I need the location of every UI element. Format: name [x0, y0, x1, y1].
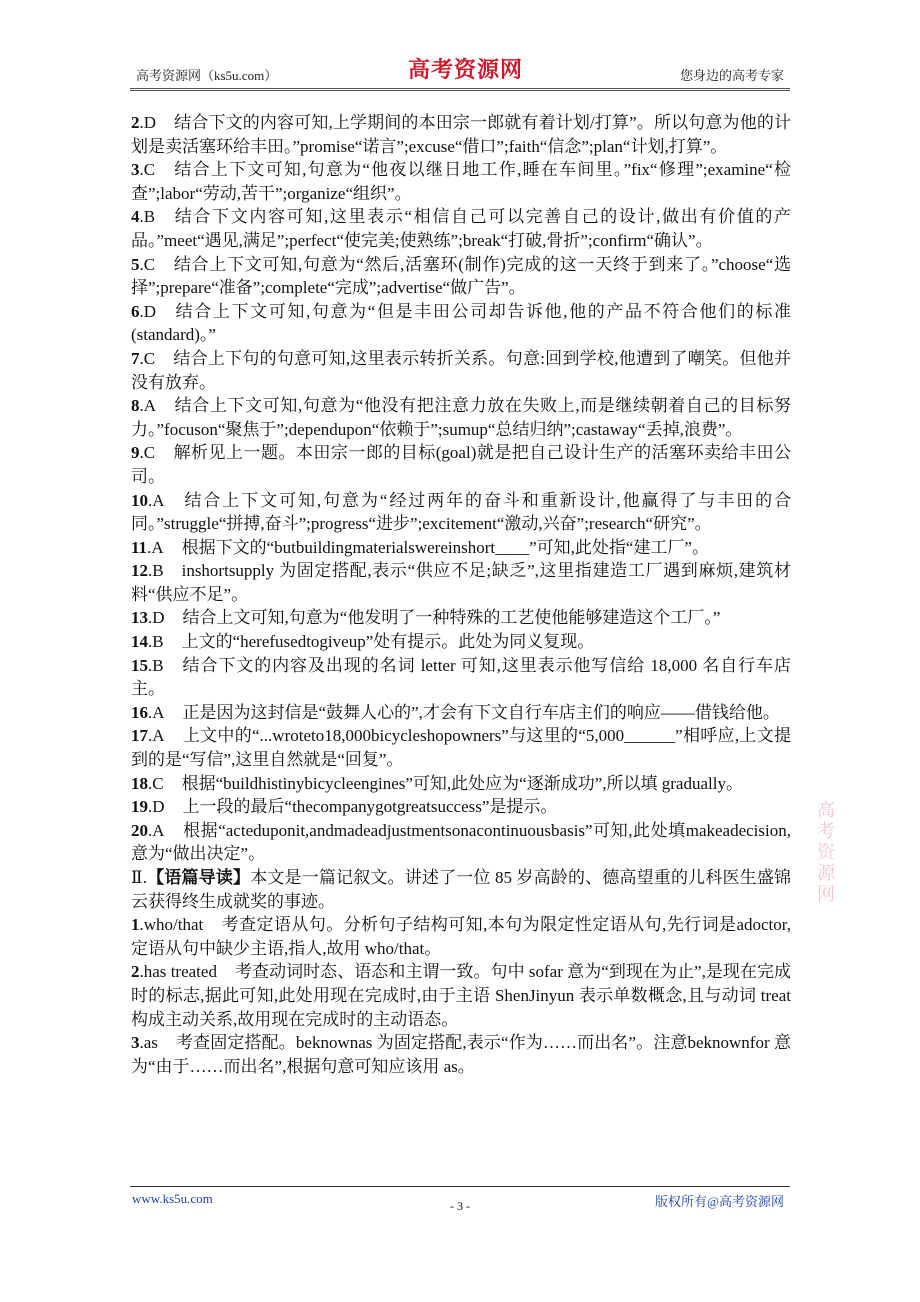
- item-number: 8: [131, 396, 140, 416]
- item-answer: .D: [148, 608, 165, 628]
- item-explanation: 上文中的“...wroteto18,000bicycleshopowners”与这里的“5,000______”相呼应,上文提到的是“写信”,这里自然就是“回复”。: [131, 726, 791, 770]
- item-answer: .A: [139, 396, 157, 416]
- item-answer: .A: [148, 702, 165, 722]
- item-number: 19: [131, 797, 148, 817]
- item-explanation: 根据下文的“butbuildingmaterialswereinshort____”可知,此处指“建工厂”。: [181, 537, 709, 557]
- item-number: 2: [131, 113, 140, 132]
- answer-item: [131, 795, 791, 819]
- item-number: 3: [131, 160, 140, 180]
- item-answer: .C: [139, 443, 156, 463]
- item-answer: .D: [139, 301, 157, 321]
- item-answer: .A: [147, 537, 164, 557]
- item-number: 16: [131, 702, 148, 722]
- item-explanation: 结合下文的内容及出现的名词 letter 可知,这里表示他写信给 18,000 名自行车店主。: [131, 655, 791, 699]
- item-explanation: 结合上下文可知,句意为“然后,活塞环(制作)完成的这一天终于到来了。”choose“选择”;prepare“准备”;complete“完成”;advertise“做广告”。: [131, 254, 791, 298]
- answer-explanations: [131, 111, 791, 1078]
- answer-item: [131, 489, 791, 536]
- item-explanation: 结合上下句的句意可知,这里表示转折关系。句意:回到学校,他遭到了嘲笑。但他并没有放弃。: [131, 348, 791, 392]
- item-number: 5: [131, 254, 140, 274]
- item-answer: .as: [139, 1033, 158, 1053]
- answer-item: [131, 536, 791, 560]
- section-text: 本文是一篇记叙文。讲述了一位 85 岁高龄的、德高望重的儿科医生盛锦云获得终生成就奖的事迹。: [131, 868, 792, 911]
- item-number: 17: [131, 726, 148, 746]
- answer-item: [131, 654, 791, 701]
- item-explanation: 正是因为这封信是“鼓舞人心的”,才会有下文自行车店主们的响应——借钱给他。: [182, 702, 780, 722]
- item-explanation: 结合上下文可知,句意为“经过两年的奋斗和重新设计,他赢得了与丰田的合同。”struggle“拼搏,奋斗”;progress“进步”;excitement“激动,兴奋”;research“研究”。: [131, 490, 791, 534]
- item-number: 14: [131, 632, 148, 652]
- answer-item: [131, 772, 791, 796]
- item-explanation: 上一段的最后“thecompanygotgreatsuccess”是提示。: [182, 797, 558, 817]
- item-answer: .B: [148, 632, 164, 652]
- answer-item: [131, 606, 791, 630]
- item-number: 6: [131, 301, 140, 321]
- section-number: Ⅱ.: [131, 868, 147, 887]
- answer-item: [131, 724, 791, 771]
- header-site-name: 高考资源网（ks5u.com）: [136, 68, 278, 83]
- item-answer: .D: [148, 797, 165, 817]
- item-answer: .D: [139, 113, 157, 132]
- item-number: 20: [131, 820, 148, 840]
- answer-item: [131, 819, 791, 866]
- item-explanation: 上文的“herefusedtogiveup”处有提示。此处为同义复现。: [181, 632, 595, 652]
- item-number: 15: [131, 655, 148, 675]
- item-explanation: inshortsupply 为固定搭配,表示“供应不足;缺乏”,这里指建造工厂遇到麻烦,建筑材料“供应不足”。: [131, 561, 791, 604]
- item-number: 9: [131, 443, 140, 463]
- item-number: 4: [131, 207, 140, 227]
- section-2-intro: [131, 866, 791, 913]
- item-answer: .C: [139, 254, 156, 274]
- item-number: 7: [131, 348, 140, 368]
- item-number: 3: [131, 1033, 140, 1053]
- item-explanation: 结合上下文可知,句意为“但是丰田公司却告诉他,他的产品不符合他们的标准(standard)。”: [131, 301, 791, 345]
- item-answer: .has treated: [139, 962, 217, 982]
- item-number: 12: [131, 561, 148, 581]
- item-explanation: 考查动词时态、语态和主谓一致。句中 sofar 意为“到现在为止”,是现在完成时的标志,据此可知,此处用现在完成时,由于主语 ShenJinyun 表示单数概念,且与动词 treat 构成主动关系,故用现在完成时的主动语态。: [131, 962, 792, 1029]
- item-explanation: 结合下文内容可知,这里表示“相信自己可以完善自己的设计,做出有价值的产品。”meet“遇见,满足”;perfect“使完美;使熟练”;break“打破,骨折”;confirm“确认”。: [131, 207, 791, 250]
- item-answer: .A: [148, 726, 165, 746]
- answer-item: [131, 394, 791, 441]
- answer-item: [131, 913, 791, 960]
- item-number: 1: [131, 915, 140, 935]
- answer-item: [131, 158, 791, 205]
- item-answer: .A: [148, 820, 165, 840]
- page-number: - 3 -: [450, 1199, 470, 1213]
- item-answer: .C: [139, 160, 156, 180]
- watermark: 高考资源网: [815, 800, 835, 905]
- section-label: 【语篇导读】: [146, 868, 251, 887]
- item-answer: .B: [148, 655, 164, 675]
- answer-item: [131, 1031, 791, 1078]
- item-explanation: 根据“buildhistinybicycleengines”可知,此处应为“逐渐成功”,所以填 gradually。: [181, 773, 743, 793]
- item-answer: .C: [148, 773, 164, 793]
- answer-item: [131, 701, 791, 725]
- item-answer: .B: [148, 561, 164, 581]
- page-header: [130, 50, 790, 91]
- answer-item: [131, 205, 791, 252]
- item-explanation: 根据“acteduponit,andmadeadjustmentsonacontinuousbasis”可知,此处填makeadecision,意为“做出决定”。: [131, 820, 791, 864]
- item-explanation: 解析见上一题。本田宗一郎的目标(goal)就是把自己设计生产的活塞环卖给丰田公司。: [131, 443, 791, 486]
- item-answer: .who/that: [139, 915, 204, 935]
- item-number: 2: [131, 962, 140, 982]
- answer-item: [131, 111, 791, 158]
- answer-item: [131, 253, 791, 300]
- item-explanation: 考查固定搭配。beknownas 为固定搭配,表示“作为……而出名”。注意beknownfor 意为“由于……而出名”,根据句意可知应该用 as。: [131, 1033, 791, 1076]
- item-answer: .B: [139, 207, 156, 227]
- item-explanation: 考查定语从句。分析句子结构可知,本句为限定性定语从句,先行词是adoctor,定语从句中缺少主语,指人,故用 who/that。: [131, 915, 791, 958]
- site-logo: 高考资源网: [408, 57, 524, 82]
- answer-item: [131, 630, 791, 654]
- footer-copyright: 版权所有@高考资源网: [655, 1194, 784, 1209]
- page-footer: [130, 1186, 790, 1217]
- header-slogan: 您身边的高考专家: [679, 68, 784, 83]
- item-explanation: 结合上下文可知,句意为“他没有把注意力放在失败上,而是继续朝着自己的目标努力。”focuson“聚焦于”;dependupon“依赖于”;sumup“总结归纳”;castaway“丢掉,浪费”。: [131, 396, 791, 439]
- item-answer: .A: [148, 490, 165, 510]
- item-number: 18: [131, 773, 148, 793]
- item-explanation: 结合下文的内容可知,上学期间的本田宗一郎就有着计划/打算”。所以句意为他的计划是卖活塞环给丰田。”promise“诺言”;excuse“借口”;faith“信念”;plan“计划,打算”。: [131, 113, 791, 156]
- item-answer: .C: [139, 348, 156, 368]
- item-number: 13: [131, 608, 148, 628]
- footer-url[interactable]: www.ks5u.com: [132, 1191, 213, 1206]
- answer-item: [131, 347, 791, 394]
- answer-item: [131, 300, 791, 347]
- item-number: 11: [131, 537, 148, 557]
- answer-item: [131, 441, 791, 488]
- answer-item: [131, 960, 791, 1031]
- item-explanation: 结合上文可知,句意为“他发明了一种特殊的工艺使他能够建造这个工厂。”: [182, 608, 721, 628]
- answer-item: [131, 559, 791, 606]
- item-explanation: 结合上下文可知,句意为“他夜以继日地工作,睡在车间里。”fix“修理”;examine“检查”;labor“劳动,苦干”;organize“组织”。: [131, 160, 791, 203]
- item-number: 10: [131, 490, 148, 510]
